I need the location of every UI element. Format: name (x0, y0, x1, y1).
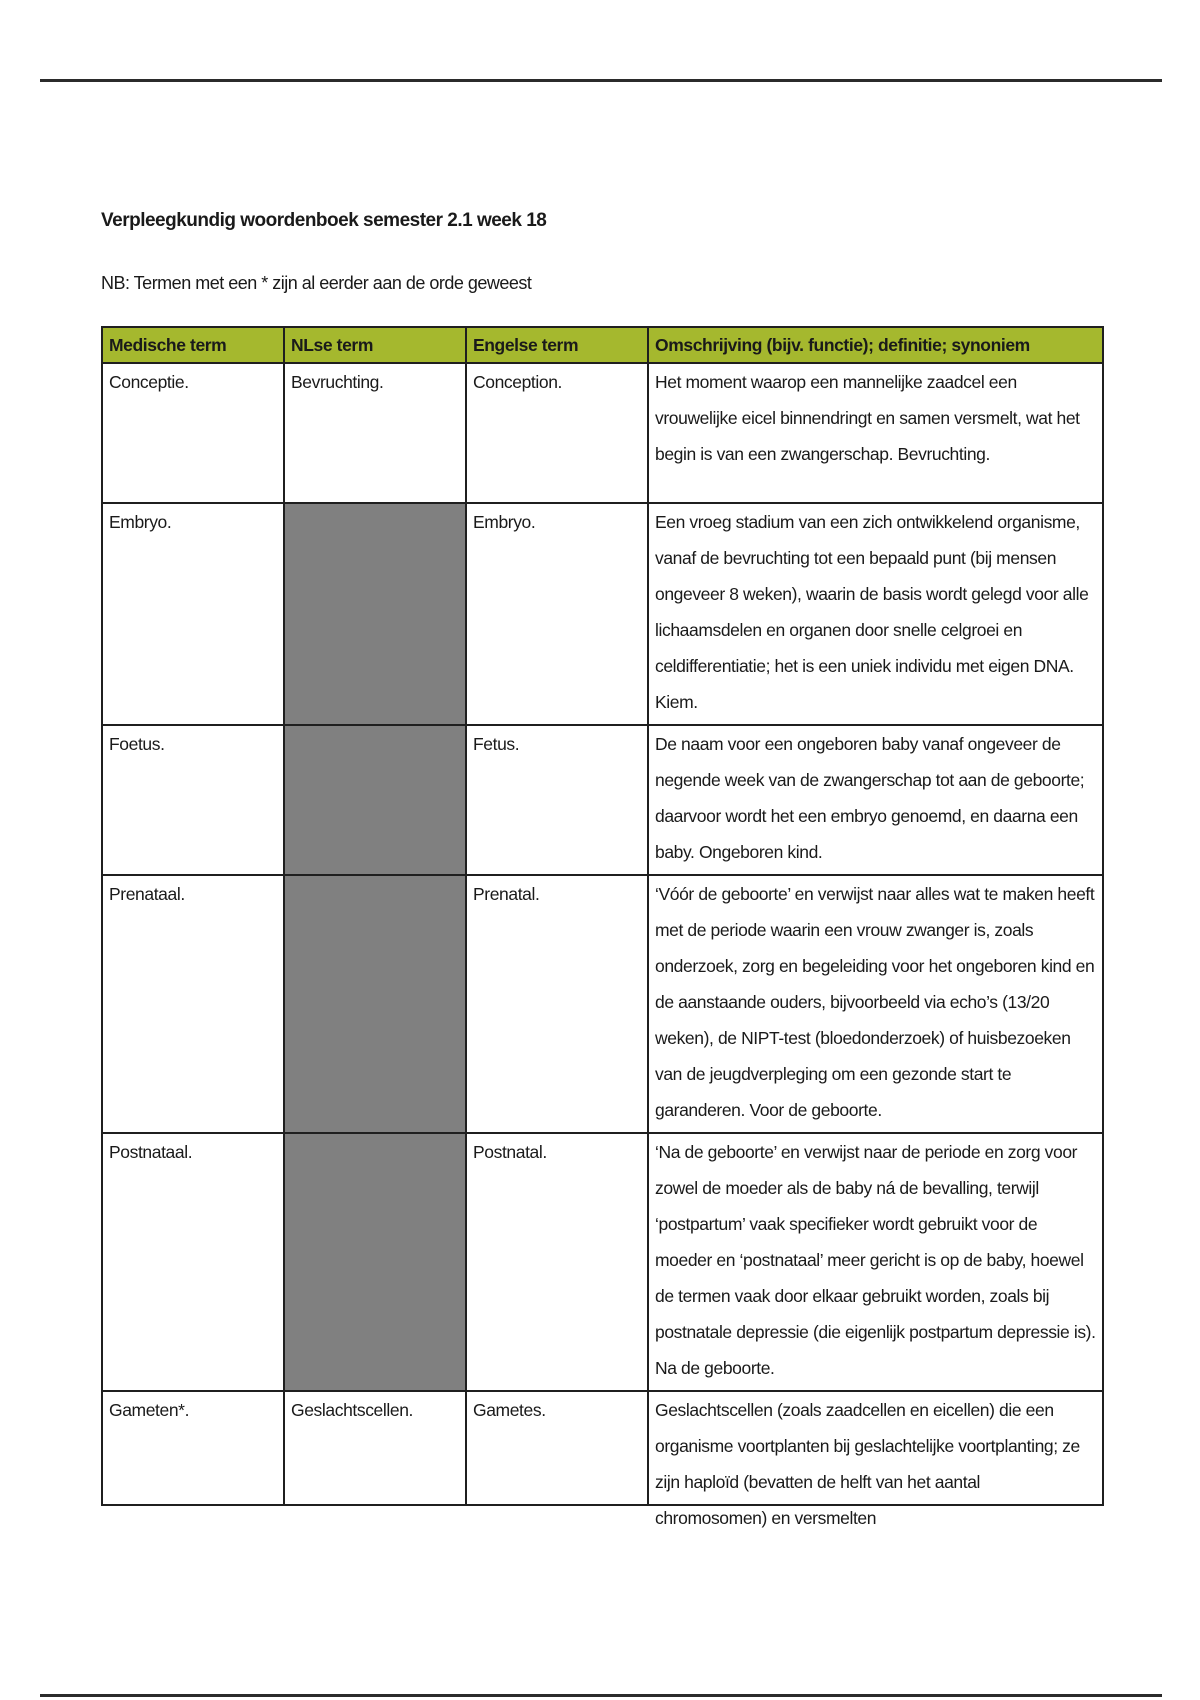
cell-medische-term: Prenataal. (102, 875, 284, 1133)
vocabulary-table (101, 326, 1104, 1528)
cell-engelse-term: Postnatal. (466, 1133, 648, 1391)
document-title: Verpleegkundig woordenboek semester 2.1 week 18 (101, 210, 547, 231)
cell-omschrijving (648, 725, 1103, 875)
cell-nl-term-shaded (284, 503, 466, 725)
cell-engelse-term: Prenatal. (466, 875, 648, 1133)
top-rule (40, 79, 1162, 82)
description-text: Geslachtscellen (zoals zaadcellen en eicellen) die een organisme voortplanten bij geslachtelijke voortplanting; ze zijn haploïd (bevatten de helft van het aantal chromosomen) en versmelten (655, 1400, 1080, 1528)
table-row (102, 1133, 1103, 1391)
cell-medische-term: Conceptie. (102, 363, 284, 503)
cell-omschrijving (648, 1391, 1103, 1528)
cell-omschrijving (648, 503, 1103, 725)
cell-nl-term-shaded (284, 725, 466, 875)
table-header-row (102, 327, 1103, 363)
cell-omschrijving (648, 1133, 1103, 1391)
cell-omschrijving (648, 875, 1103, 1133)
description-text: Het moment waarop een mannelijke zaadcel een vrouwelijke eicel binnendringt en samen versmelt, wat het begin is van een zwangerschap. Bevruchting. (655, 372, 1080, 464)
header-engelse-term: Engelse term (466, 327, 648, 363)
table-row (102, 1391, 1103, 1505)
cell-medische-term: Embryo. (102, 503, 284, 725)
bottom-rule (40, 1694, 1162, 1697)
table-row (102, 503, 1103, 725)
description-text: ‘Vóór de geboorte’ en verwijst naar alles wat te maken heeft met de periode waarin een vrouw zwanger is, zoals onderzoek, zorg en begeleiding voor het ongeboren kind en de aanstaande ouders, bijvoorbeeld via echo’s (13/20 weken), de NIPT-test (bloedonderzoek) of huisbezoeken van de jeugdverpleging om een gezonde start te garanderen. Voor de geboorte. (655, 884, 1095, 1120)
cell-engelse-term: Embryo. (466, 503, 648, 725)
cell-engelse-term: Conception. (466, 363, 648, 503)
cell-medische-term: Foetus. (102, 725, 284, 875)
cell-nl-term: Geslachtscellen. (284, 1391, 466, 1505)
description-text: ‘Na de geboorte’ en verwijst naar de periode en zorg voor zowel de moeder als de baby ná de bevalling, terwijl ‘postpartum’ vaak specifieker wordt gebruikt voor de moeder en ‘postnataal’ meer gericht is op de baby, hoewel de termen vaak door elkaar gebruikt worden, zoals bij postnatale depressie (die eigenlijk postpartum depressie is). Na de geboorte. (655, 1142, 1096, 1378)
header-omschrijving: Omschrijving (bijv. functie); definitie; synoniem (648, 327, 1103, 363)
cell-engelse-term: Fetus. (466, 725, 648, 875)
cell-medische-term: Gameten*. (102, 1391, 284, 1505)
cell-nl-term-shaded (284, 875, 466, 1133)
cell-nl-term: Bevruchting. (284, 363, 466, 503)
document-note: NB: Termen met een * zijn al eerder aan de orde geweest (101, 273, 532, 293)
table-row (102, 363, 1103, 503)
cell-nl-term-shaded (284, 1133, 466, 1391)
cell-medische-term: Postnataal. (102, 1133, 284, 1391)
cell-engelse-term: Gametes. (466, 1391, 648, 1505)
header-medische-term: Medische term (102, 327, 284, 363)
description-text: Een vroeg stadium van een zich ontwikkelend organisme, vanaf de bevruchting tot een bepaald punt (bij mensen ongeveer 8 weken), waarin de basis wordt gelegd voor alle lichaamsdelen en organen door snelle celgroei en celdifferentiatie; het is een uniek individu met eigen DNA. Kiem. (655, 512, 1089, 712)
table-row (102, 875, 1103, 1133)
cell-omschrijving (648, 363, 1103, 503)
description-text: De naam voor een ongeboren baby vanaf ongeveer de negende week van de zwangerschap tot aan de geboorte; daarvoor wordt het een embryo genoemd, en daarna een baby. Ongeboren kind. (655, 734, 1085, 862)
table-row (102, 725, 1103, 875)
header-nl-term: NLse term (284, 327, 466, 363)
